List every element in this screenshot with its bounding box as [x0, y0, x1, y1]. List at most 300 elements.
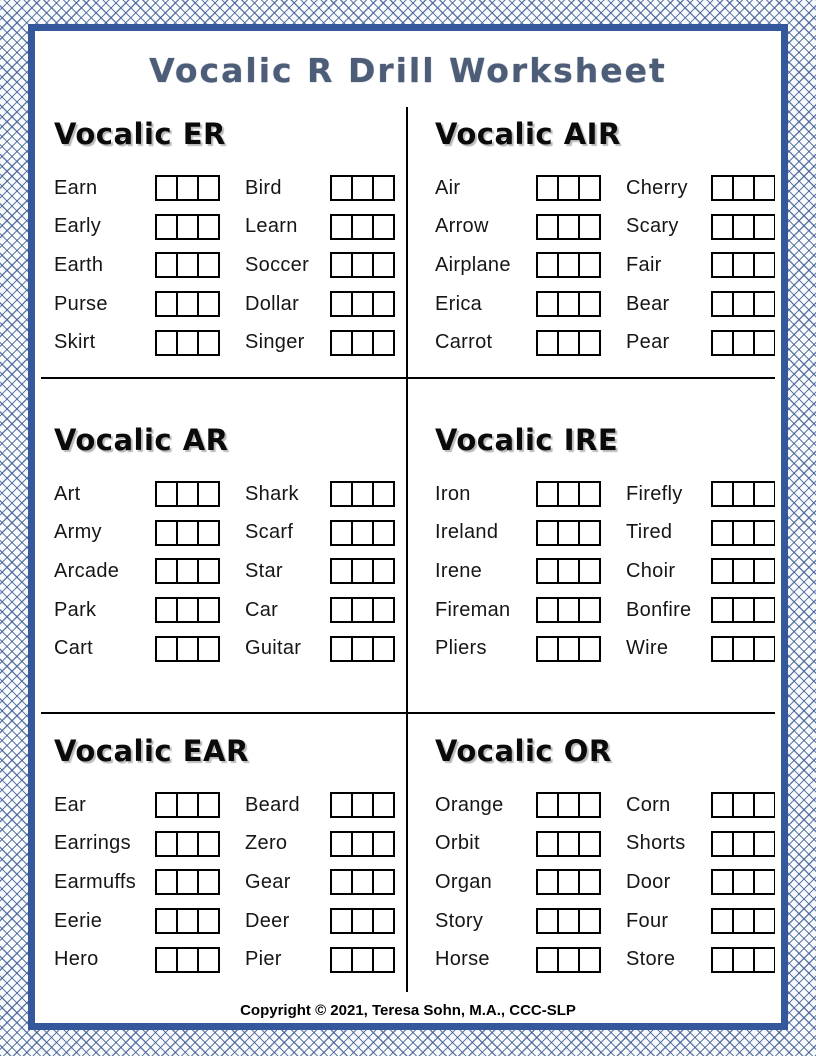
tally-cell: [536, 636, 559, 662]
tally-cell: [732, 520, 755, 546]
tally-box: [711, 330, 775, 356]
tally-cell: [753, 291, 775, 317]
tally-cell: [197, 869, 220, 895]
tally-cell: [753, 908, 775, 934]
tally-box: [711, 252, 775, 278]
word-label: Park: [54, 598, 97, 621]
tally-cell: [330, 481, 353, 507]
tally-box: [711, 520, 775, 546]
word-row: [435, 208, 769, 247]
tally-cell: [197, 947, 220, 973]
word-label: Shark: [245, 482, 299, 505]
word-row: [435, 514, 769, 553]
tally-cell: [732, 947, 755, 973]
worksheet-title: Vocalic R Drill Worksheet: [149, 51, 667, 90]
tally-cell: [711, 520, 734, 546]
tally-cell: [330, 831, 353, 857]
tally-cell: [351, 481, 374, 507]
word-label: Fireman: [435, 598, 511, 621]
tally-cell: [711, 597, 734, 623]
tally-cell: [557, 291, 580, 317]
tally-cell: [753, 252, 775, 278]
word-row: [54, 825, 402, 864]
tally-cell: [197, 214, 220, 240]
word-label: Cart: [54, 637, 93, 660]
tally-cell: [711, 330, 734, 356]
word-label: Pliers: [435, 637, 487, 660]
tally-cell: [557, 175, 580, 201]
word-label: Earn: [54, 176, 98, 199]
tally-box: [330, 330, 402, 356]
word-label: Earmuffs: [54, 870, 137, 893]
tally-cell: [155, 869, 178, 895]
tally-box: [155, 597, 245, 623]
tally-cell: [732, 330, 755, 356]
tally-box: [155, 792, 245, 818]
tally-cell: [155, 481, 178, 507]
word-label: Arrow: [435, 215, 489, 238]
word-row: [435, 323, 769, 362]
tally-cell: [711, 252, 734, 278]
tally-cell: [536, 291, 559, 317]
tally-cell: [578, 252, 601, 278]
tally-cell: [711, 831, 734, 857]
tally-cell: [536, 214, 559, 240]
vocalic-section: [408, 379, 775, 714]
tally-cell: [197, 597, 220, 623]
word-label: Air: [435, 176, 461, 199]
tally-cell: [578, 947, 601, 973]
tally-cell: [732, 831, 755, 857]
tally-cell: [711, 869, 734, 895]
word-label: Soccer: [245, 253, 310, 276]
word-label: Store: [626, 948, 676, 971]
tally-box: [536, 330, 626, 356]
tally-cell: [536, 908, 559, 934]
tally-cell: [753, 481, 775, 507]
tally-box: [536, 252, 626, 278]
word-label: Erica: [435, 292, 483, 315]
word-label: Cherry: [626, 176, 688, 199]
tally-box: [155, 214, 245, 240]
tally-cell: [197, 792, 220, 818]
section-heading: Vocalic ER: [54, 117, 226, 151]
tally-box: [330, 908, 402, 934]
tally-cell: [711, 291, 734, 317]
tally-cell: [557, 558, 580, 584]
tally-cell: [557, 908, 580, 934]
tally-cell: [753, 792, 775, 818]
tally-cell: [176, 520, 199, 546]
tally-cell: [351, 330, 374, 356]
word-label: Pear: [626, 331, 670, 354]
word-row: [435, 863, 769, 902]
tally-cell: [351, 908, 374, 934]
section-rows: [54, 475, 402, 668]
word-row: [435, 786, 769, 825]
section-rows: [435, 786, 769, 979]
tally-cell: [155, 520, 178, 546]
tally-box: [155, 481, 245, 507]
tally-box: [536, 908, 626, 934]
tally-box: [155, 175, 245, 201]
tally-cell: [372, 214, 395, 240]
tally-cell: [711, 175, 734, 201]
section-rows: [435, 169, 769, 362]
tally-cell: [330, 908, 353, 934]
tally-cell: [732, 481, 755, 507]
word-label: Orbit: [435, 832, 480, 855]
vocalic-section: [41, 107, 408, 379]
tally-cell: [176, 330, 199, 356]
word-row: [54, 863, 402, 902]
word-label: Iron: [435, 482, 471, 505]
tally-cell: [536, 252, 559, 278]
tally-cell: [557, 481, 580, 507]
tally-cell: [372, 947, 395, 973]
tally-cell: [197, 520, 220, 546]
tally-cell: [372, 869, 395, 895]
word-label: Gear: [245, 870, 291, 893]
worksheet-page: [28, 24, 788, 1030]
tally-box: [711, 175, 775, 201]
tally-box: [330, 520, 402, 546]
tally-cell: [176, 792, 199, 818]
tally-cell: [197, 481, 220, 507]
tally-box: [536, 869, 626, 895]
tally-cell: [176, 869, 199, 895]
tally-cell: [155, 291, 178, 317]
tally-cell: [155, 831, 178, 857]
word-label: Story: [435, 909, 484, 932]
word-label: Learn: [245, 215, 298, 238]
tally-cell: [351, 792, 374, 818]
tally-box: [155, 252, 245, 278]
word-label: Scary: [626, 215, 679, 238]
word-label: Bird: [245, 176, 282, 199]
word-row: [54, 169, 402, 208]
worksheet-grid: [41, 107, 775, 992]
word-label: Wire: [626, 637, 669, 660]
tally-cell: [176, 597, 199, 623]
tally-cell: [372, 597, 395, 623]
word-row: [54, 323, 402, 362]
word-label: Ear: [54, 793, 87, 816]
tally-cell: [557, 636, 580, 662]
word-label: Ireland: [435, 521, 499, 544]
tally-box: [330, 636, 402, 662]
word-label: Pier: [245, 948, 282, 971]
word-label: Corn: [626, 793, 671, 816]
word-row: [435, 902, 769, 941]
word-label: Earth: [54, 253, 104, 276]
tally-cell: [372, 330, 395, 356]
tally-cell: [536, 175, 559, 201]
tally-cell: [557, 869, 580, 895]
tally-cell: [536, 869, 559, 895]
section-heading: Vocalic EAR: [54, 734, 249, 768]
word-label: Door: [626, 870, 671, 893]
word-label: Scarf: [245, 521, 294, 544]
tally-box: [330, 252, 402, 278]
section-heading: Vocalic AIR: [435, 117, 621, 151]
tally-cell: [372, 792, 395, 818]
vocalic-section: [408, 107, 775, 379]
tally-cell: [753, 597, 775, 623]
tally-cell: [351, 291, 374, 317]
tally-cell: [330, 330, 353, 356]
tally-cell: [155, 214, 178, 240]
tally-cell: [557, 214, 580, 240]
word-label: Purse: [54, 292, 108, 315]
tally-cell: [753, 636, 775, 662]
tally-box: [155, 330, 245, 356]
tally-box: [711, 908, 775, 934]
tally-cell: [732, 175, 755, 201]
tally-cell: [557, 792, 580, 818]
tally-box: [536, 831, 626, 857]
tally-cell: [711, 558, 734, 584]
tally-cell: [176, 947, 199, 973]
tally-cell: [557, 520, 580, 546]
tally-cell: [330, 869, 353, 895]
tally-cell: [155, 252, 178, 278]
tally-cell: [732, 291, 755, 317]
tally-cell: [557, 252, 580, 278]
tally-cell: [753, 214, 775, 240]
word-label: Singer: [245, 331, 305, 354]
tally-box: [536, 947, 626, 973]
tally-cell: [176, 252, 199, 278]
word-row: [435, 591, 769, 630]
tally-box: [711, 291, 775, 317]
tally-cell: [351, 520, 374, 546]
tally-cell: [155, 175, 178, 201]
tally-box: [536, 792, 626, 818]
tally-cell: [351, 636, 374, 662]
tally-cell: [351, 558, 374, 584]
tally-box: [155, 636, 245, 662]
tally-cell: [351, 214, 374, 240]
tally-cell: [176, 636, 199, 662]
tally-cell: [330, 947, 353, 973]
tally-cell: [557, 831, 580, 857]
tally-cell: [351, 869, 374, 895]
word-label: Art: [54, 482, 81, 505]
word-label: Organ: [435, 870, 493, 893]
word-label: Eerie: [54, 909, 103, 932]
tally-box: [536, 558, 626, 584]
tally-cell: [155, 330, 178, 356]
section-rows: [54, 786, 402, 979]
tally-box: [155, 908, 245, 934]
tally-cell: [197, 636, 220, 662]
tally-cell: [753, 831, 775, 857]
word-label: Tired: [626, 521, 673, 544]
tally-cell: [330, 252, 353, 278]
word-row: [54, 208, 402, 247]
tally-box: [711, 831, 775, 857]
tally-cell: [372, 908, 395, 934]
tally-box: [711, 869, 775, 895]
word-label: Hero: [54, 948, 99, 971]
tally-cell: [197, 252, 220, 278]
tally-box: [711, 947, 775, 973]
tally-cell: [155, 636, 178, 662]
tally-cell: [536, 947, 559, 973]
section-heading: Vocalic IRE: [435, 423, 619, 457]
tally-cell: [197, 175, 220, 201]
tally-cell: [753, 947, 775, 973]
word-row: [54, 591, 402, 630]
tally-cell: [176, 908, 199, 934]
word-row: [54, 246, 402, 285]
tally-cell: [330, 792, 353, 818]
word-label: Star: [245, 559, 283, 582]
tally-cell: [711, 636, 734, 662]
word-row: [435, 475, 769, 514]
section-heading: Vocalic OR: [435, 734, 612, 768]
tally-cell: [372, 558, 395, 584]
tally-cell: [732, 558, 755, 584]
tally-box: [711, 558, 775, 584]
section-heading: Vocalic AR: [54, 423, 229, 457]
tally-box: [536, 481, 626, 507]
tally-cell: [578, 792, 601, 818]
tally-cell: [176, 214, 199, 240]
word-label: Skirt: [54, 331, 96, 354]
tally-cell: [536, 520, 559, 546]
tally-cell: [351, 252, 374, 278]
word-label: Orange: [435, 793, 504, 816]
word-row: [435, 552, 769, 591]
word-row: [435, 246, 769, 285]
tally-cell: [155, 908, 178, 934]
tally-cell: [197, 558, 220, 584]
tally-cell: [732, 252, 755, 278]
word-label: Choir: [626, 559, 676, 582]
tally-cell: [330, 520, 353, 546]
word-label: Firefly: [626, 482, 683, 505]
tally-cell: [351, 175, 374, 201]
tally-cell: [578, 481, 601, 507]
tally-cell: [372, 175, 395, 201]
tally-cell: [753, 330, 775, 356]
tally-cell: [197, 831, 220, 857]
tally-cell: [732, 214, 755, 240]
tally-cell: [155, 792, 178, 818]
tally-cell: [176, 831, 199, 857]
tally-box: [536, 597, 626, 623]
tally-cell: [732, 869, 755, 895]
word-label: Horse: [435, 948, 490, 971]
tally-cell: [176, 175, 199, 201]
word-label: Zero: [245, 832, 288, 855]
section-rows: [435, 475, 769, 668]
word-row: [435, 940, 769, 979]
tally-box: [711, 597, 775, 623]
tally-cell: [732, 792, 755, 818]
word-row: [54, 552, 402, 591]
vocalic-section: [408, 714, 775, 992]
tally-cell: [536, 597, 559, 623]
word-label: Early: [54, 215, 102, 238]
tally-box: [536, 175, 626, 201]
copyright: Copyright © 2021, Teresa Sohn, M.A., CCC-SLP: [240, 1002, 576, 1019]
tally-cell: [536, 330, 559, 356]
word-label: Earrings: [54, 832, 131, 855]
tally-cell: [557, 597, 580, 623]
tally-cell: [372, 520, 395, 546]
tally-cell: [351, 831, 374, 857]
word-row: [54, 940, 402, 979]
tally-box: [711, 214, 775, 240]
word-row: [54, 514, 402, 553]
word-label: Deer: [245, 909, 290, 932]
word-label: Car: [245, 598, 279, 621]
tally-cell: [536, 558, 559, 584]
word-row: [435, 169, 769, 208]
tally-box: [155, 520, 245, 546]
vocalic-section: [41, 714, 408, 992]
word-label: Shorts: [626, 832, 686, 855]
tally-cell: [578, 908, 601, 934]
tally-box: [536, 214, 626, 240]
tally-cell: [330, 597, 353, 623]
tally-cell: [330, 558, 353, 584]
word-label: Guitar: [245, 637, 302, 660]
tally-cell: [155, 947, 178, 973]
word-row: [54, 902, 402, 941]
tally-cell: [330, 214, 353, 240]
tally-box: [711, 792, 775, 818]
tally-cell: [330, 291, 353, 317]
tally-cell: [732, 597, 755, 623]
tally-box: [155, 831, 245, 857]
tally-cell: [578, 597, 601, 623]
word-label: Carrot: [435, 331, 493, 354]
word-label: Bonfire: [626, 598, 692, 621]
tally-cell: [536, 481, 559, 507]
word-label: Airplane: [435, 253, 511, 276]
tally-box: [330, 558, 402, 584]
tally-cell: [176, 291, 199, 317]
tally-cell: [351, 947, 374, 973]
tally-cell: [753, 520, 775, 546]
tally-cell: [753, 558, 775, 584]
tally-box: [330, 831, 402, 857]
tally-cell: [732, 636, 755, 662]
tally-cell: [536, 792, 559, 818]
tally-cell: [557, 330, 580, 356]
tally-box: [155, 558, 245, 584]
tally-box: [711, 636, 775, 662]
tally-cell: [578, 636, 601, 662]
tally-cell: [711, 908, 734, 934]
word-label: Dollar: [245, 292, 300, 315]
tally-cell: [372, 636, 395, 662]
tally-cell: [197, 291, 220, 317]
word-label: Bear: [626, 292, 670, 315]
tally-box: [330, 214, 402, 240]
tally-cell: [536, 831, 559, 857]
tally-box: [536, 520, 626, 546]
tally-cell: [711, 481, 734, 507]
tally-cell: [330, 636, 353, 662]
word-label: Four: [626, 909, 669, 932]
tally-box: [330, 869, 402, 895]
word-label: Arcade: [54, 559, 120, 582]
